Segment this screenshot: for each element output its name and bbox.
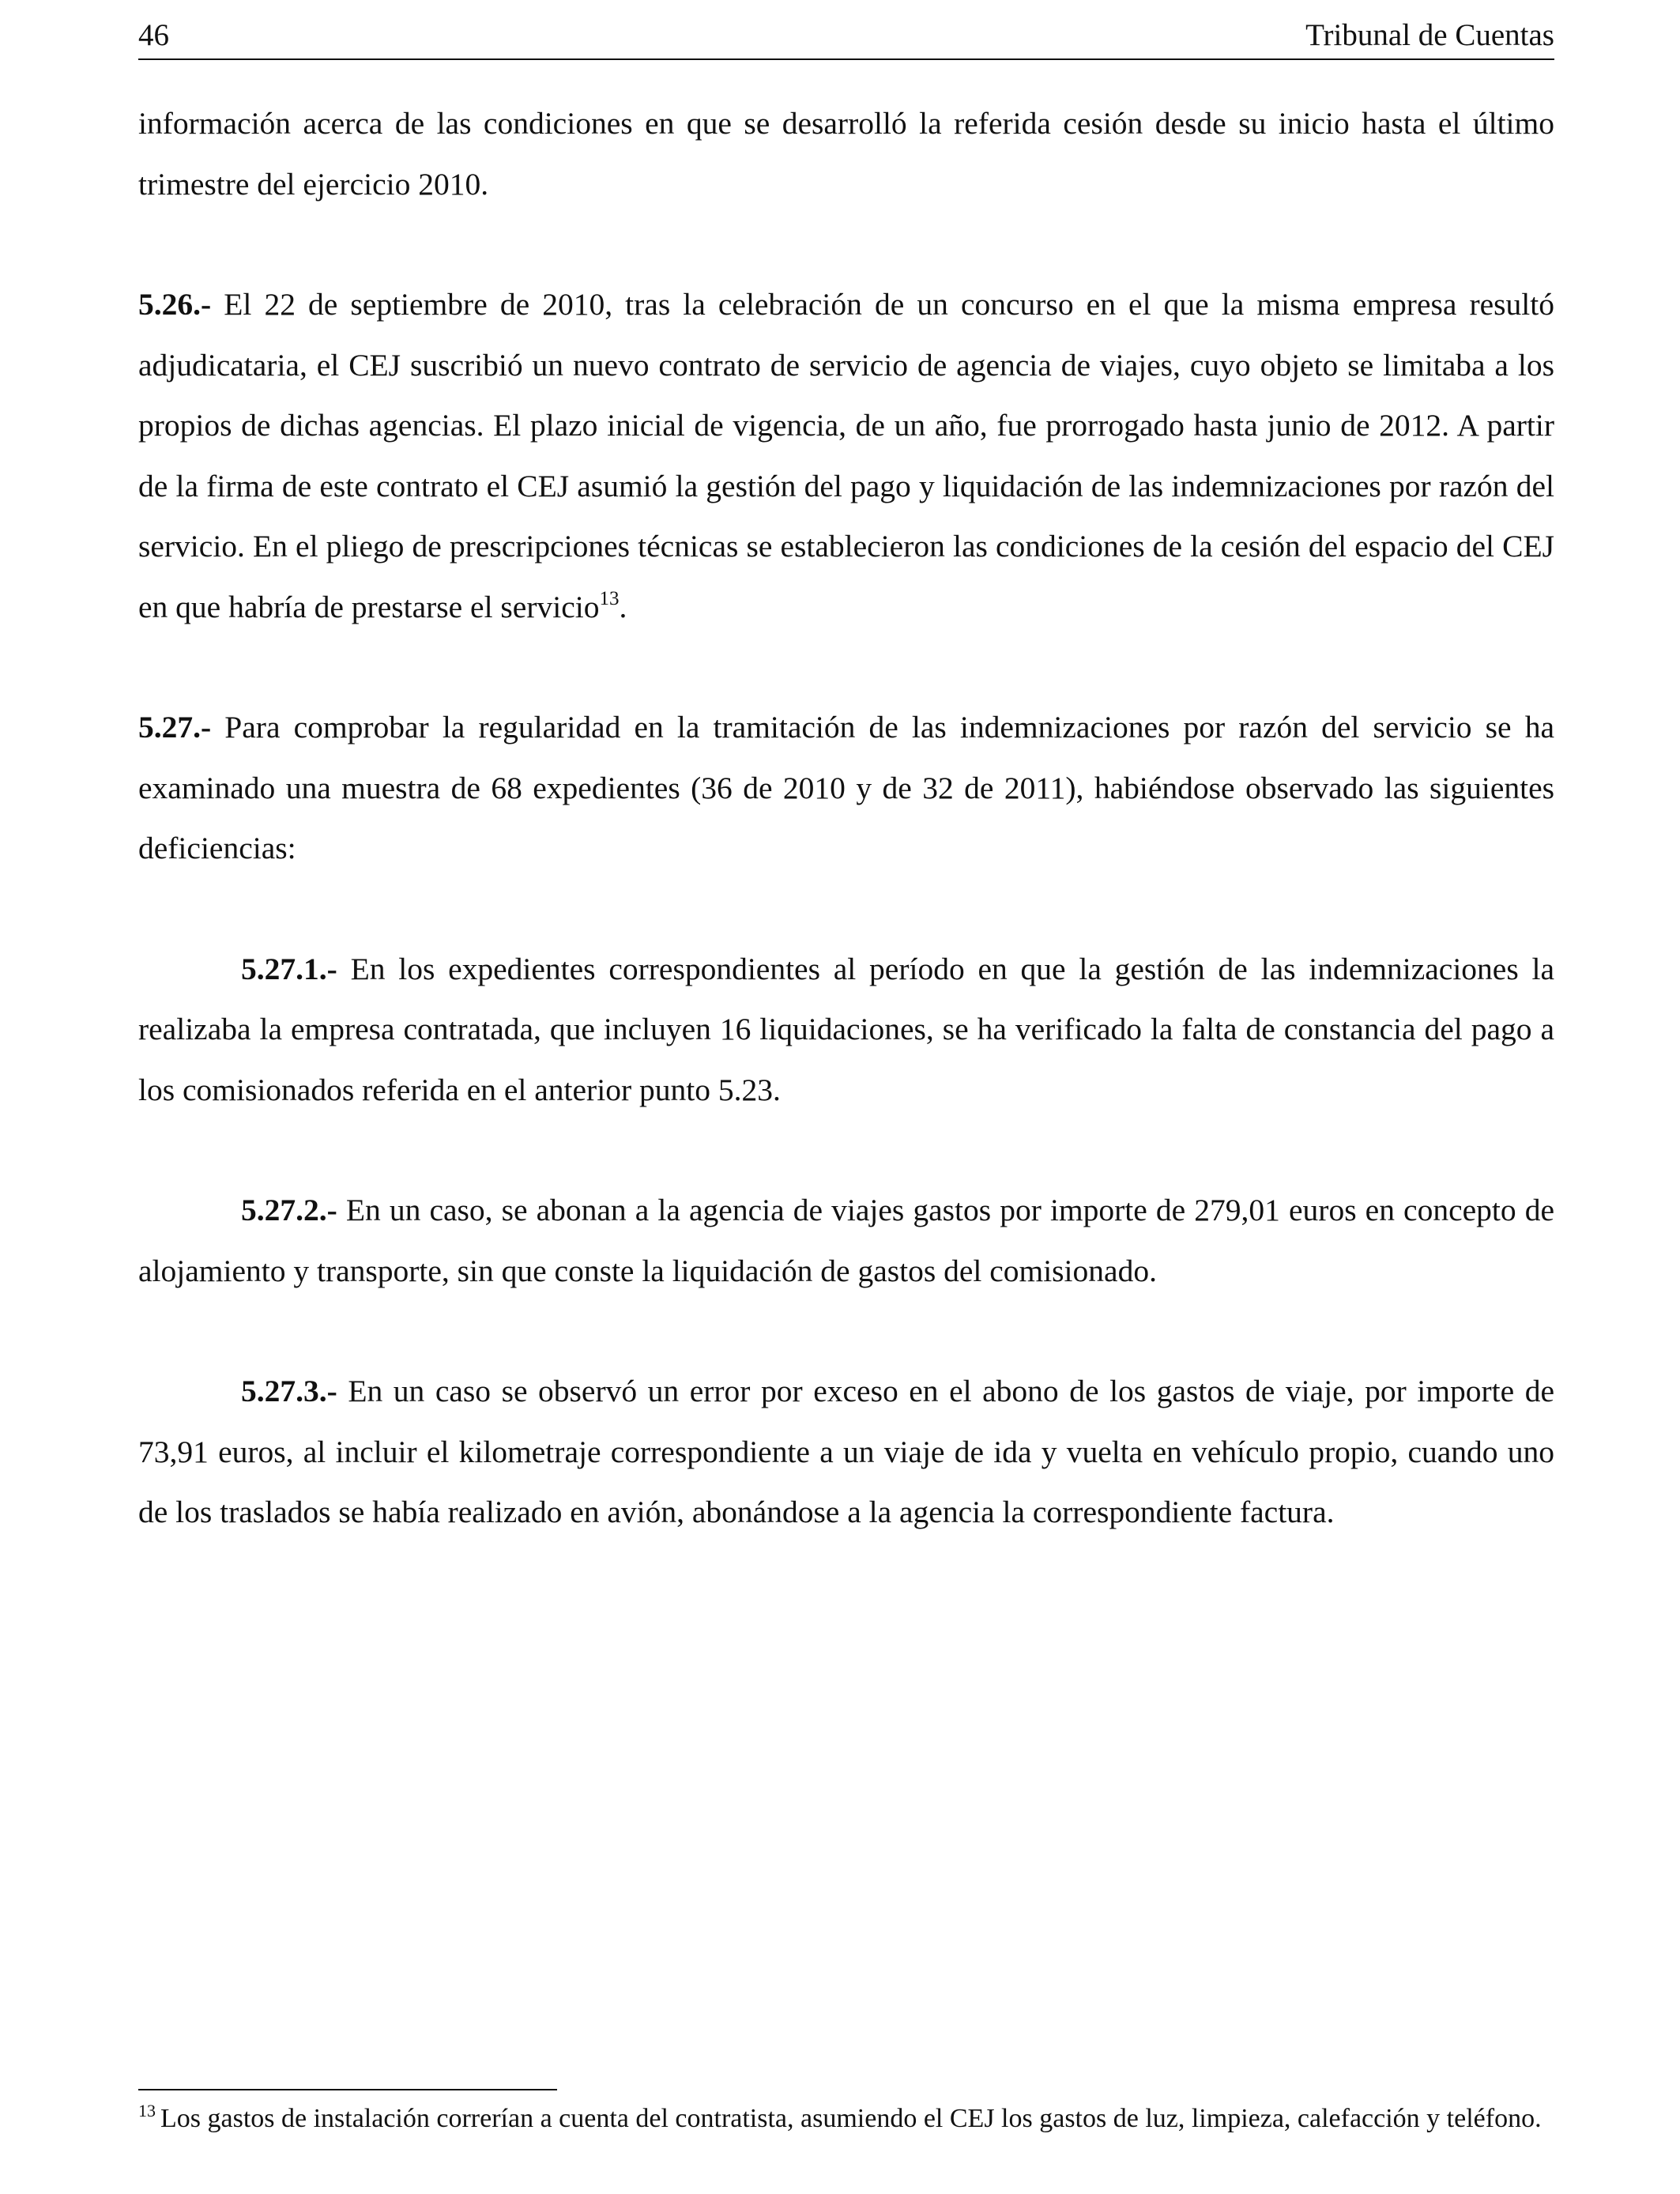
paragraph-5-27-1 xyxy=(138,939,1554,1121)
paragraph-text: En los expedientes correspondientes al período en que la gestión de las indemnizaciones la realizaba la empresa contratada, que incluyen 16 liquidaciones, se ha verificado la falta de constancia del pago a los comisionados referida en el anterior punto 5.23. xyxy=(138,951,1554,1107)
paragraph-number: 5.27.1.- xyxy=(241,951,337,986)
paragraph-text: Para comprobar la regularidad en la tramitación de las indemnizaciones por razón del servicio se ha examinado una muestra de 68 expedientes (36 de 2010 y de 32 de 2011), habiéndose observado las siguientes deficiencias: xyxy=(138,710,1554,865)
paragraph-5-27 xyxy=(138,697,1554,879)
paragraph-number: 5.27.- xyxy=(138,710,212,745)
paragraph-5-27-2 xyxy=(138,1180,1554,1301)
paragraph-5-26 xyxy=(138,274,1554,637)
page-header xyxy=(138,16,1554,60)
page-number: 46 xyxy=(138,18,169,52)
document-body xyxy=(138,93,1554,1603)
footnote-text: Los gastos de instalación correrían a cuenta del contratista, asumiendo el CEJ los gastos de luz, limpieza, calefacción y teléfono. xyxy=(160,2104,1542,2133)
footnote-reference[interactable]: 13 xyxy=(599,587,620,609)
running-title: Tribunal de Cuentas xyxy=(1305,18,1554,52)
paragraph-number: 5.27.3.- xyxy=(241,1374,337,1408)
footnote-separator xyxy=(138,2089,557,2090)
paragraph-number: 5.27.2.- xyxy=(241,1193,337,1227)
footnote xyxy=(138,2102,1554,2136)
paragraph-number: 5.26.- xyxy=(138,287,212,322)
paragraph-end: . xyxy=(619,589,627,624)
paragraph-5-27-3 xyxy=(138,1361,1554,1543)
footnote-mark: 13 xyxy=(138,2101,156,2120)
paragraph-text: El 22 de septiembre de 2010, tras la celebración de un concurso en el que la misma empresa resultó adjudicataria, el CEJ suscribió un nuevo contrato de servicio de agencia de viajes, cuyo objeto se limitaba a los propios de dichas agencias. El plazo inicial de vigencia, de un año, fue prorrogado hasta junio de 2012. A partir de la firma de este contrato el CEJ asumió la gestión del pago y liquidación de las indemnizaciones por razón del servicio. En el pliego de prescripciones técnicas se establecieron las condiciones de la cesión del espacio del CEJ en que habría de prestarse el servicio xyxy=(138,287,1554,624)
paragraph-text: En un caso se observó un error por exceso en el abono de los gastos de viaje, por importe de 73,91 euros, al incluir el kilometraje correspondiente a un viaje de ida y vuelta en vehículo propio, cuando uno de los traslados se había realizado en avión, abonándose a la agencia la correspondiente factura. xyxy=(138,1374,1554,1529)
paragraph-text: información acerca de las condiciones en que se desarrolló la referida cesión desde su inicio hasta el último trimestre del ejercicio 2010. xyxy=(138,106,1554,202)
paragraph-text: En un caso, se abonan a la agencia de viajes gastos por importe de 279,01 euros en concepto de alojamiento y transporte, sin que conste la liquidación de gastos del comisionado. xyxy=(138,1193,1554,1288)
paragraph-continuation xyxy=(138,93,1554,214)
